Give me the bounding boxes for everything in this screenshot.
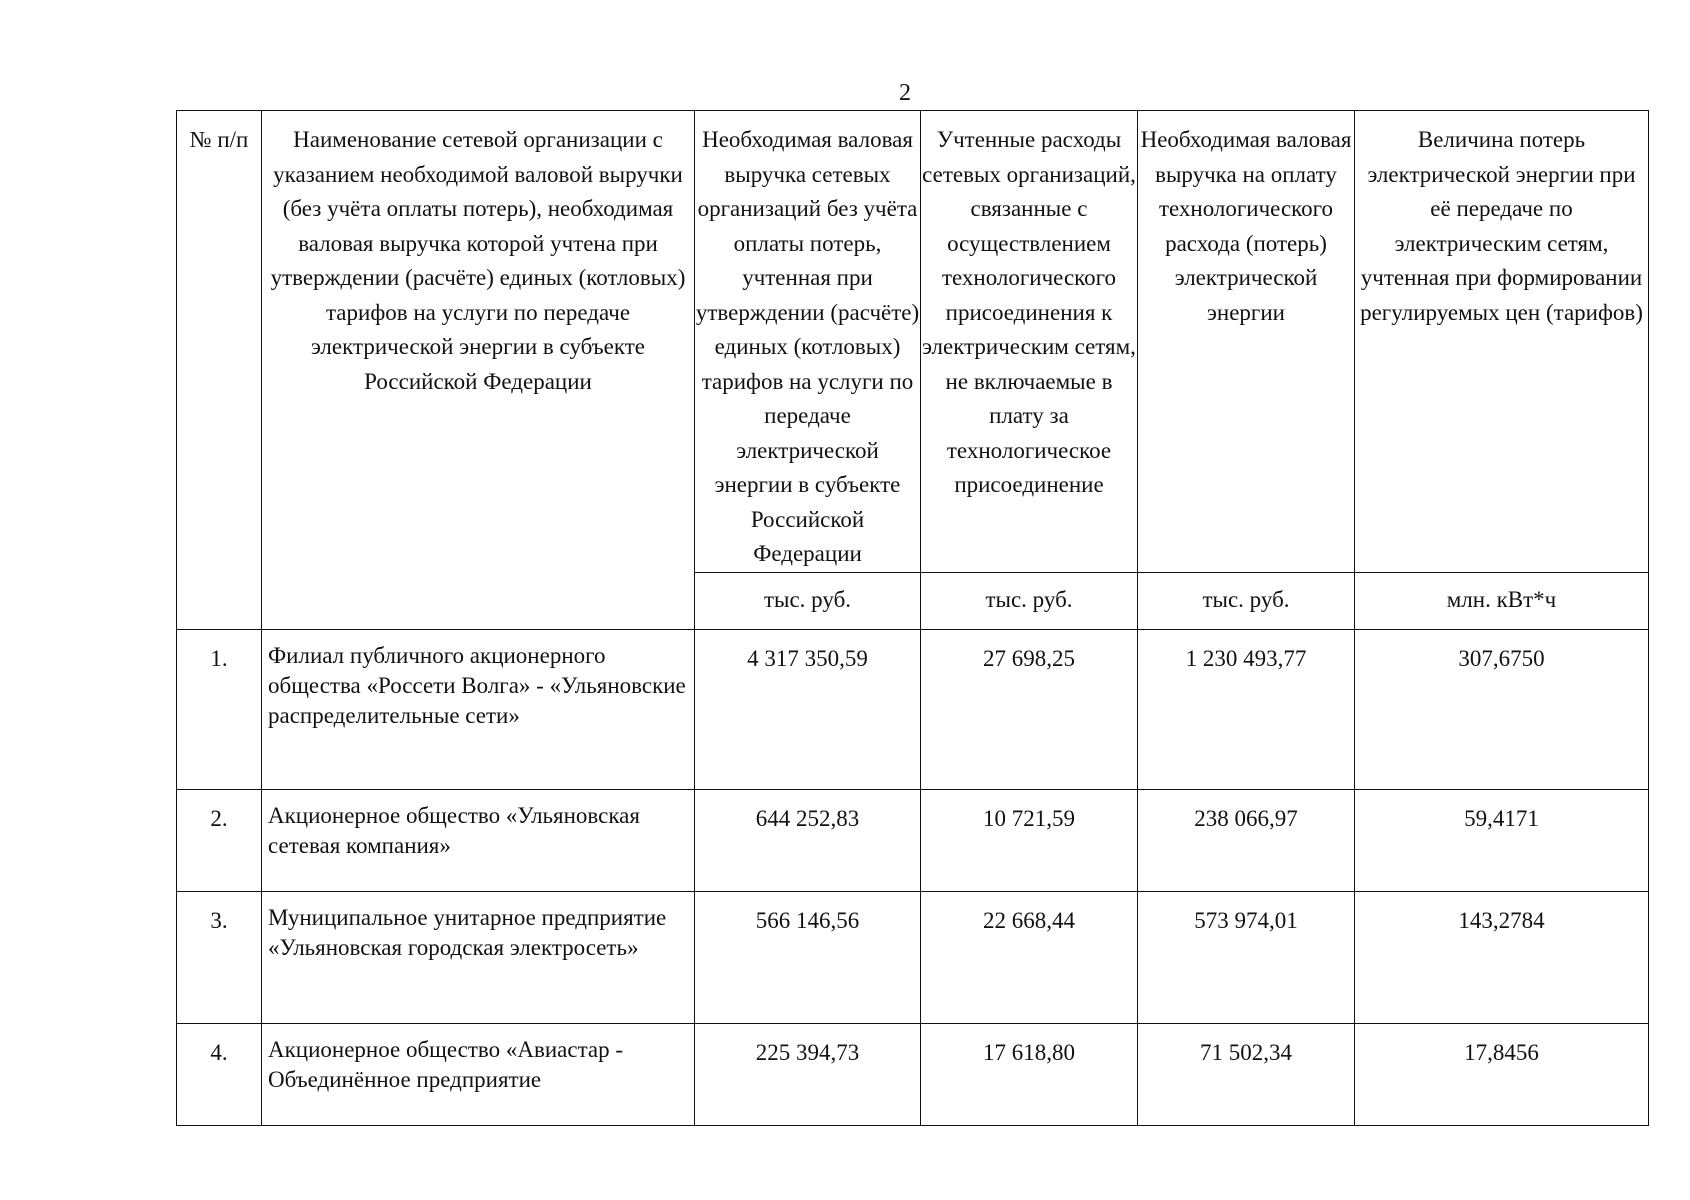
row-loss-revenue: 71 502,34 <box>1138 1023 1355 1125</box>
row-loss-revenue: 238 066,97 <box>1138 789 1355 891</box>
row-name: Муниципальное унитарное предприятие «Ульяновская городская электросеть» <box>262 891 695 1023</box>
row-nvv: 644 252,83 <box>695 789 921 891</box>
row-nvv: 4 317 350,59 <box>695 629 921 789</box>
row-num: 2. <box>177 789 262 891</box>
tariff-table <box>176 110 1649 1126</box>
row-loss-revenue: 1 230 493,77 <box>1138 629 1355 789</box>
row-expenses: 27 698,25 <box>921 629 1138 789</box>
row-num: 3. <box>177 891 262 1023</box>
header-num: № п/п <box>177 111 262 630</box>
table-row <box>177 789 1649 891</box>
row-name: Акционерное общество «Авиастар - Объединённое предприятие <box>262 1023 695 1125</box>
row-name: Акционерное общество «Ульяновская сетевая компания» <box>262 789 695 891</box>
table-row <box>177 629 1649 789</box>
row-expenses: 17 618,80 <box>921 1023 1138 1125</box>
unit-expenses: тыс. руб. <box>921 572 1138 629</box>
table-row <box>177 1023 1649 1125</box>
row-expenses: 22 668,44 <box>921 891 1138 1023</box>
table-row <box>177 891 1649 1023</box>
row-expenses: 10 721,59 <box>921 789 1138 891</box>
page-number: 2 <box>899 80 911 106</box>
row-loss-revenue: 573 974,01 <box>1138 891 1355 1023</box>
row-loss-volume: 307,6750 <box>1355 629 1649 789</box>
row-name: Филиал публичного акционерного общества «Россети Волга» - «Ульяновские распределительные сети» <box>262 629 695 789</box>
unit-loss-volume: млн. кВт*ч <box>1355 572 1649 629</box>
header-nvv: Необходимая валовая выручка сетевых организаций без учёта оплаты потерь, учтенная при утверждении (расчёте) единых (котловых) тарифов на услуги по передаче электрической энергии в субъекте Российской Федерации <box>695 111 921 573</box>
row-num: 1. <box>177 629 262 789</box>
header-expenses: Учтенные расходы сетевых организаций, связанные с осуществлением технологического присоединения к электрическим сетям, не включаемые в плату за технологическое присоединение <box>921 111 1138 573</box>
unit-nvv: тыс. руб. <box>695 572 921 629</box>
unit-loss-revenue: тыс. руб. <box>1138 572 1355 629</box>
row-nvv: 225 394,73 <box>695 1023 921 1125</box>
header-loss-revenue: Необходимая валовая выручка на оплату технологического расхода (потерь) электрической энергии <box>1138 111 1355 573</box>
header-loss-volume: Величина потерь электрической энергии при её передаче по электрическим сетям, учтенная при формировании регулируемых цен (тарифов) <box>1355 111 1649 573</box>
row-loss-volume: 59,4171 <box>1355 789 1649 891</box>
row-nvv: 566 146,56 <box>695 891 921 1023</box>
row-loss-volume: 143,2784 <box>1355 891 1649 1023</box>
row-loss-volume: 17,8456 <box>1355 1023 1649 1125</box>
header-row <box>177 111 1649 573</box>
header-name: Наименование сетевой организации с указанием необходимой валовой выручки (без учёта оплаты потерь), необходимая валовая выручка которой учтена при утверждении (расчёте) единых (котловых) тарифов на услуги по передаче электрической энергии в субъекте Российской Федерации <box>262 111 695 630</box>
row-num: 4. <box>177 1023 262 1125</box>
